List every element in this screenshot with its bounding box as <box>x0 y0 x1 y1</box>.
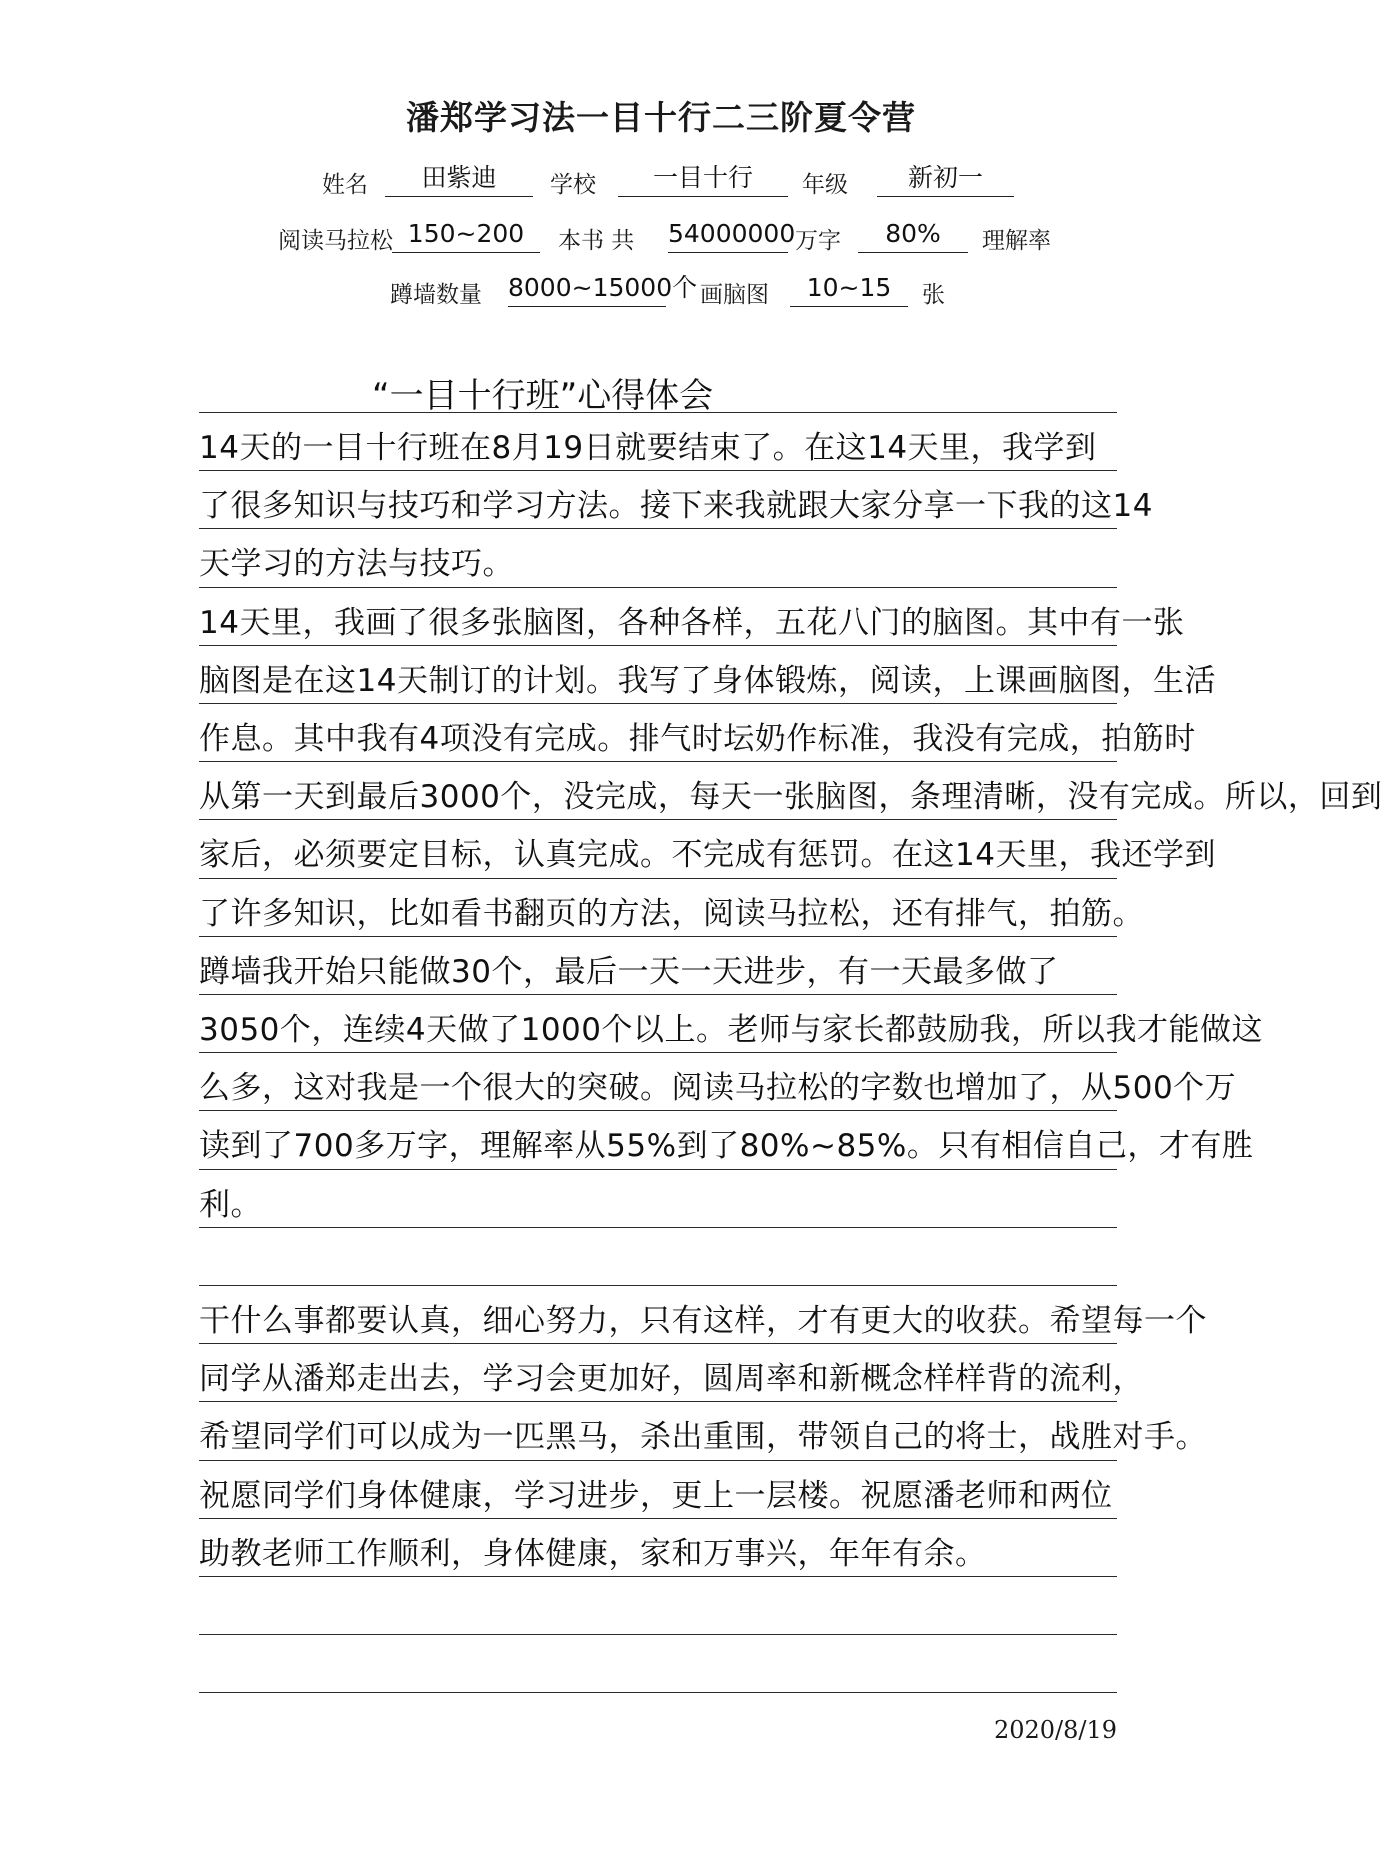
handwritten-line: 了许多知识，比如看书翻页的方法，阅读马拉松，还有排气，拍筋。 <box>199 895 1144 932</box>
handwritten-line: 脑图是在这14天制订的计划。我写了身体锻炼，阅读，上课画脑图，生活 <box>199 662 1216 699</box>
squat-count-label: 蹲墙数量 <box>390 282 482 308</box>
handwritten-line: 作息。其中我有4项没有完成。排气时坛奶作标准，我没有完成，拍筋时 <box>199 721 1196 757</box>
handwritten-line: 14天的一目十行班在8月19日就要结束了。在这14天里，我学到 <box>199 430 1097 466</box>
ruled-line <box>199 1343 1117 1344</box>
ruled-line <box>199 1110 1117 1111</box>
handwritten-line: 天学习的方法与技巧。 <box>199 546 514 583</box>
ruled-line <box>199 819 1117 820</box>
document-date: 2020/8/19 <box>993 1716 1117 1744</box>
ruled-line <box>199 645 1117 646</box>
mindmap-label: 画脑图 <box>700 282 769 308</box>
form-row-exercise-stats <box>0 270 1322 310</box>
grade-field: 新初一 <box>877 160 1014 197</box>
ruled-line <box>199 1518 1117 1519</box>
mindmap-count-field: 10~15 <box>790 270 908 307</box>
ruled-line <box>199 470 1117 471</box>
school-label: 学校 <box>550 172 596 198</box>
ruled-line <box>199 878 1117 879</box>
reading-marathon-label: 阅读马拉松 <box>278 228 393 254</box>
ruled-line <box>199 1285 1117 1286</box>
ruled-line <box>199 1227 1117 1228</box>
mindmap-unit-label: 张 <box>922 282 945 308</box>
name-field: 田紫迪 <box>385 160 533 197</box>
comprehension-field: 80% <box>858 216 968 253</box>
ruled-line <box>199 1052 1117 1053</box>
ruled-line <box>199 1576 1117 1577</box>
handwritten-line: 么多，这对我是一个很大的突破。阅读马拉松的字数也增加了，从500个万 <box>199 1070 1237 1107</box>
handwritten-line: 从第一天到最后3000个，没完成，每天一张脑图，条理清晰，没有完成。所以，回到 <box>199 779 1382 816</box>
form-row-student-info <box>0 160 1322 200</box>
handwritten-line: 家后，必须要定目标，认真完成。不完成有惩罚。在这14天里，我还学到 <box>199 837 1216 874</box>
ruled-line <box>199 587 1117 588</box>
ruled-line <box>199 1634 1117 1635</box>
handwritten-line: 希望同学们可以成为一匹黑马，杀出重围，带领自己的将士，战胜对手。 <box>199 1419 1207 1456</box>
handwritten-line: 了很多知识与技巧和学习方法。接下来我就跟大家分享一下我的这14 <box>199 488 1153 525</box>
comprehension-label: 理解率 <box>982 228 1051 254</box>
ruled-line <box>199 1401 1117 1402</box>
ruled-line <box>199 1692 1117 1693</box>
handwritten-line: 助教老师工作顺利，身体健康，家和万事兴，年年有余。 <box>199 1535 987 1572</box>
ruled-line <box>199 761 1117 762</box>
handwritten-line: 14天里，我画了很多张脑图，各种各样，五花八门的脑图。其中有一张 <box>199 604 1185 641</box>
page-title: 潘郑学习法一目十行二三阶夏令营 <box>406 98 916 137</box>
book-count-label: 本书 共 <box>558 228 635 254</box>
word-count-field: 54000000 <box>668 216 788 253</box>
ruled-line <box>199 994 1117 995</box>
reading-marathon-field: 150~200 <box>392 216 540 253</box>
ruled-line <box>199 936 1117 937</box>
name-label: 姓名 <box>322 172 368 198</box>
ruled-line <box>199 1169 1117 1170</box>
squat-count-field: 8000~15000个 <box>508 270 666 307</box>
form-row-reading-stats <box>0 216 1322 256</box>
ruled-line <box>199 412 1117 413</box>
ruled-line <box>199 528 1117 529</box>
handwritten-line: 读到了700多万字，理解率从55%到了80%~85%。只有相信自己，才有胜 <box>199 1128 1254 1165</box>
essay-title: “一目十行班”心得体会 <box>372 376 714 416</box>
handwritten-line: 干什么事都要认真，细心努力，只有这样，才有更大的收获。希望每一个 <box>199 1303 1207 1339</box>
handwritten-line: 同学从潘郑走出去，学习会更加好，圆周率和新概念样样背的流利， <box>199 1361 1144 1398</box>
handwritten-line: 利。 <box>199 1186 262 1223</box>
school-field: 一目十行 <box>618 160 788 197</box>
handwritten-line: 祝愿同学们身体健康，学习进步，更上一层楼。祝愿潘老师和两位 <box>199 1477 1113 1514</box>
handwritten-line: 3050个，连续4天做了1000个以上。老师与家长都鼓励我，所以我才能做这 <box>199 1012 1264 1048</box>
ruled-line <box>199 703 1117 704</box>
word-unit-label: 万字 <box>795 228 841 254</box>
ruled-line <box>199 1460 1117 1461</box>
grade-label: 年级 <box>802 172 848 198</box>
handwritten-line: 蹲墙我开始只能做30个，最后一天一天进步，有一天最多做了 <box>199 953 1059 990</box>
